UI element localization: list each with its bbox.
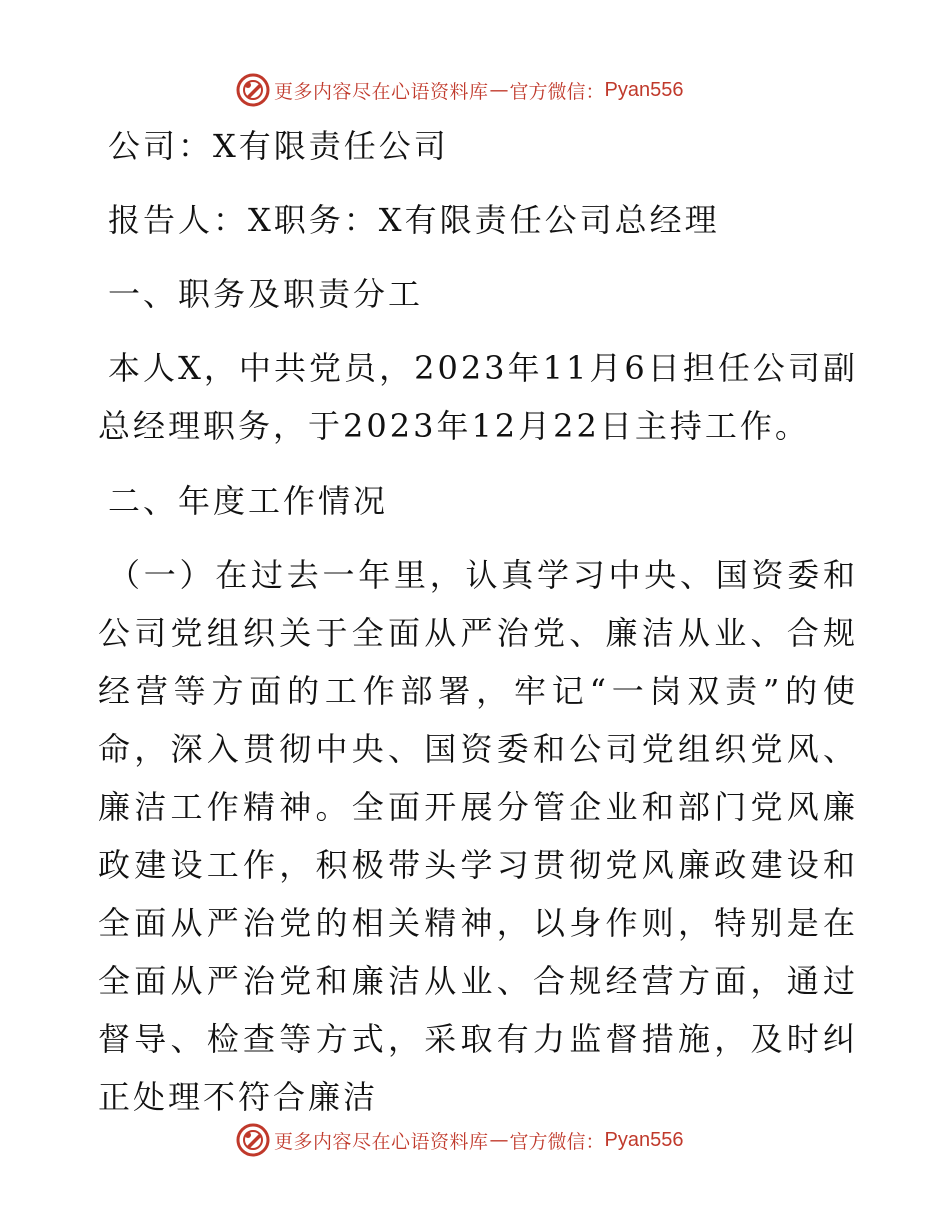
watermark-wechat-id: Pyan556 <box>604 78 684 101</box>
watermark-wechat-label: 官方微信： <box>509 80 605 103</box>
company-line: 公司：X有限责任公司 <box>108 127 449 165</box>
watermark-text: 更多内容尽在心语资料库 <box>274 80 489 103</box>
red-circular-logo-icon <box>236 73 270 107</box>
section2-paragraph: （一）在过去一年里，认真学习中央、国资委和公司党组织关于全面从严治党、廉洁从业、合规经营等方面的工作部署，牢记“一岗双责”的使命，深入贯彻中央、国资委和公司党组织党风、廉洁工作精神。全面开展分管企业和部门党风廉政建设工作，积极带头学习贯彻党风廉政建设和全面从严治党的相关精神，以身作则，特别是在全面从严治党和廉洁从业、合规经营方面，通过督导、检查等方式，采取有力监督措施，及时纠正处理不符合廉洁 <box>98 556 858 1116</box>
section1-heading: 一、职务及职责分工 <box>108 275 424 313</box>
red-circular-logo-icon <box>236 1123 270 1157</box>
section2-heading: 二、年度工作情况 <box>108 482 389 520</box>
watermark-banner-top <box>0 70 950 110</box>
section1-paragraph: 本人X，中共党员，2023年11月6日担任公司副总经理职务，于2023年12月22日主持工作。 <box>98 349 858 445</box>
watermark-dash: — <box>489 1129 509 1151</box>
reporter-line: 报告人：X职务：X有限责任公司总经理 <box>108 201 720 239</box>
watermark-text: 更多内容尽在心语资料库 <box>274 1130 489 1153</box>
watermark-banner-bottom <box>0 1120 950 1160</box>
watermark-wechat-label: 官方微信： <box>509 1130 605 1153</box>
watermark-dash: — <box>489 79 509 101</box>
watermark-wechat-id: Pyan556 <box>604 1128 684 1151</box>
